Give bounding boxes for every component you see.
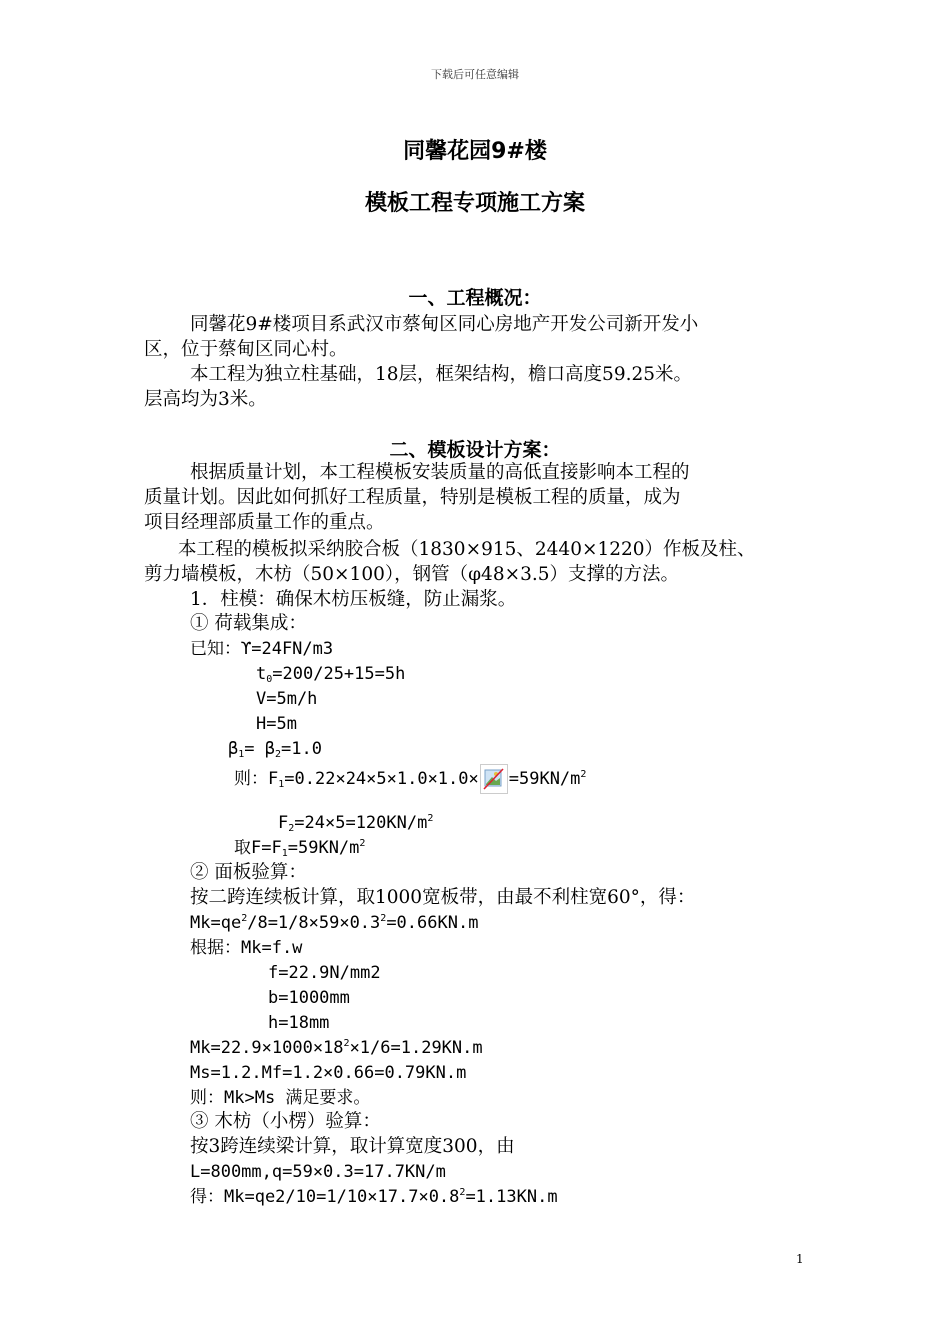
title-line-1: 同馨花园9#楼	[403, 139, 547, 164]
sec1-para2-line2: 层高均为3米。	[144, 389, 267, 410]
sub-3-batten-check: ③ 木枋（小楞）验算：	[190, 1111, 381, 1132]
sec1-para1-line2: 区，位于蔡甸区同心村。	[144, 339, 348, 360]
sec1-para1-line1: 同馨花9#楼项目系武汉市蔡甸区同心房地产开发公司新开发小	[190, 314, 699, 335]
formula-b-value: b=1000mm	[268, 988, 350, 1008]
formula-take-f: 取$F=F_1=59KN/m^2$	[234, 838, 366, 859]
page-header: 下载后可任意编辑	[431, 68, 519, 81]
sec2-para1-line2: 质量计划。因此如何抓好工程质量，特别是模板工程的质量，成为	[144, 487, 681, 508]
known-gamma: 已知：ϒ=24FN/m3	[190, 639, 334, 659]
formula-mk3: 得：$Mk=qe2/10=1/10\times 17.7\times 0.8^2=1.13KN.m$	[190, 1187, 558, 1207]
formula-mk1: $Mk=qe^2/8=1/8\times 59\times 0.3^2=0.66KN.m$	[190, 913, 479, 933]
sec2-para1-line3: 项目经理部质量工作的重点。	[144, 512, 385, 533]
sec2-para2-line1: 本工程的模板拟采纳胶合板（1830×915、2440×1220）作板及柱、	[178, 539, 756, 560]
calc-three-span: 按3跨连续梁计算，取计算宽度300，由	[190, 1136, 515, 1157]
page-number: 1	[796, 1252, 804, 1266]
formula-basis: 根据：Mk=f.w	[190, 938, 303, 958]
calc-two-span: 按二跨连续板计算，取1000宽板带，由最不利柱宽60°，得：	[190, 887, 696, 908]
formula-f1: 则：$F_1=0.22\times 24\times 5\times 1.0\times 1.0\times =59KN/m^2$	[234, 764, 586, 794]
formula-h: H=5m	[256, 714, 297, 734]
formula-beta: $\beta_1= \beta_2=1.0$	[228, 739, 322, 760]
formula-t0: $t_0=200/25+15=5h$	[256, 664, 406, 685]
formula-h-value: h=18mm	[268, 1013, 330, 1033]
conclusion: 则：Mk>Ms 满足要求。	[190, 1088, 371, 1108]
formula-f-value: f=22.9N/mm2	[268, 963, 381, 983]
formula-v: V=5m/h	[256, 689, 318, 709]
broken-image-icon	[480, 764, 508, 794]
sec2-para1-line1: 根据质量计划，本工程模板安装质量的高低直接影响本工程的	[190, 462, 690, 483]
title-line-2: 模板工程专项施工方案	[364, 191, 585, 216]
formula-l-q: L=800mm,q=59×0.3=17.7KN/m	[190, 1162, 446, 1182]
formula-f2: $F_2=24\times 5=120KN/m^2$	[278, 813, 434, 834]
sec1-para2-line1: 本工程为独立柱基础，18层，框架结构，檐口高度59.25米。	[190, 364, 693, 385]
section-2-heading: 二、模板设计方案：	[389, 439, 561, 461]
formula-ms: Ms=1.2.Mf=1.2×0.66=0.79KN.m	[190, 1063, 467, 1083]
section-1-heading: 一、工程概况：	[408, 287, 542, 309]
item-1-column-form: 1．柱模：确保木枋压板缝，防止漏浆。	[190, 589, 517, 610]
formula-mk2: $Mk=22.9\times 1000\times 18^2\times 1/6=1.29KN.m$	[190, 1038, 483, 1058]
sub-1-load: ① 荷载集成：	[190, 613, 307, 634]
sec2-para2-line2: 剪力墙模板，木枋（50×100），钢管（φ48×3.5）支撑的方法。	[144, 564, 680, 585]
sub-2-panel-check: ② 面板验算：	[190, 862, 307, 883]
